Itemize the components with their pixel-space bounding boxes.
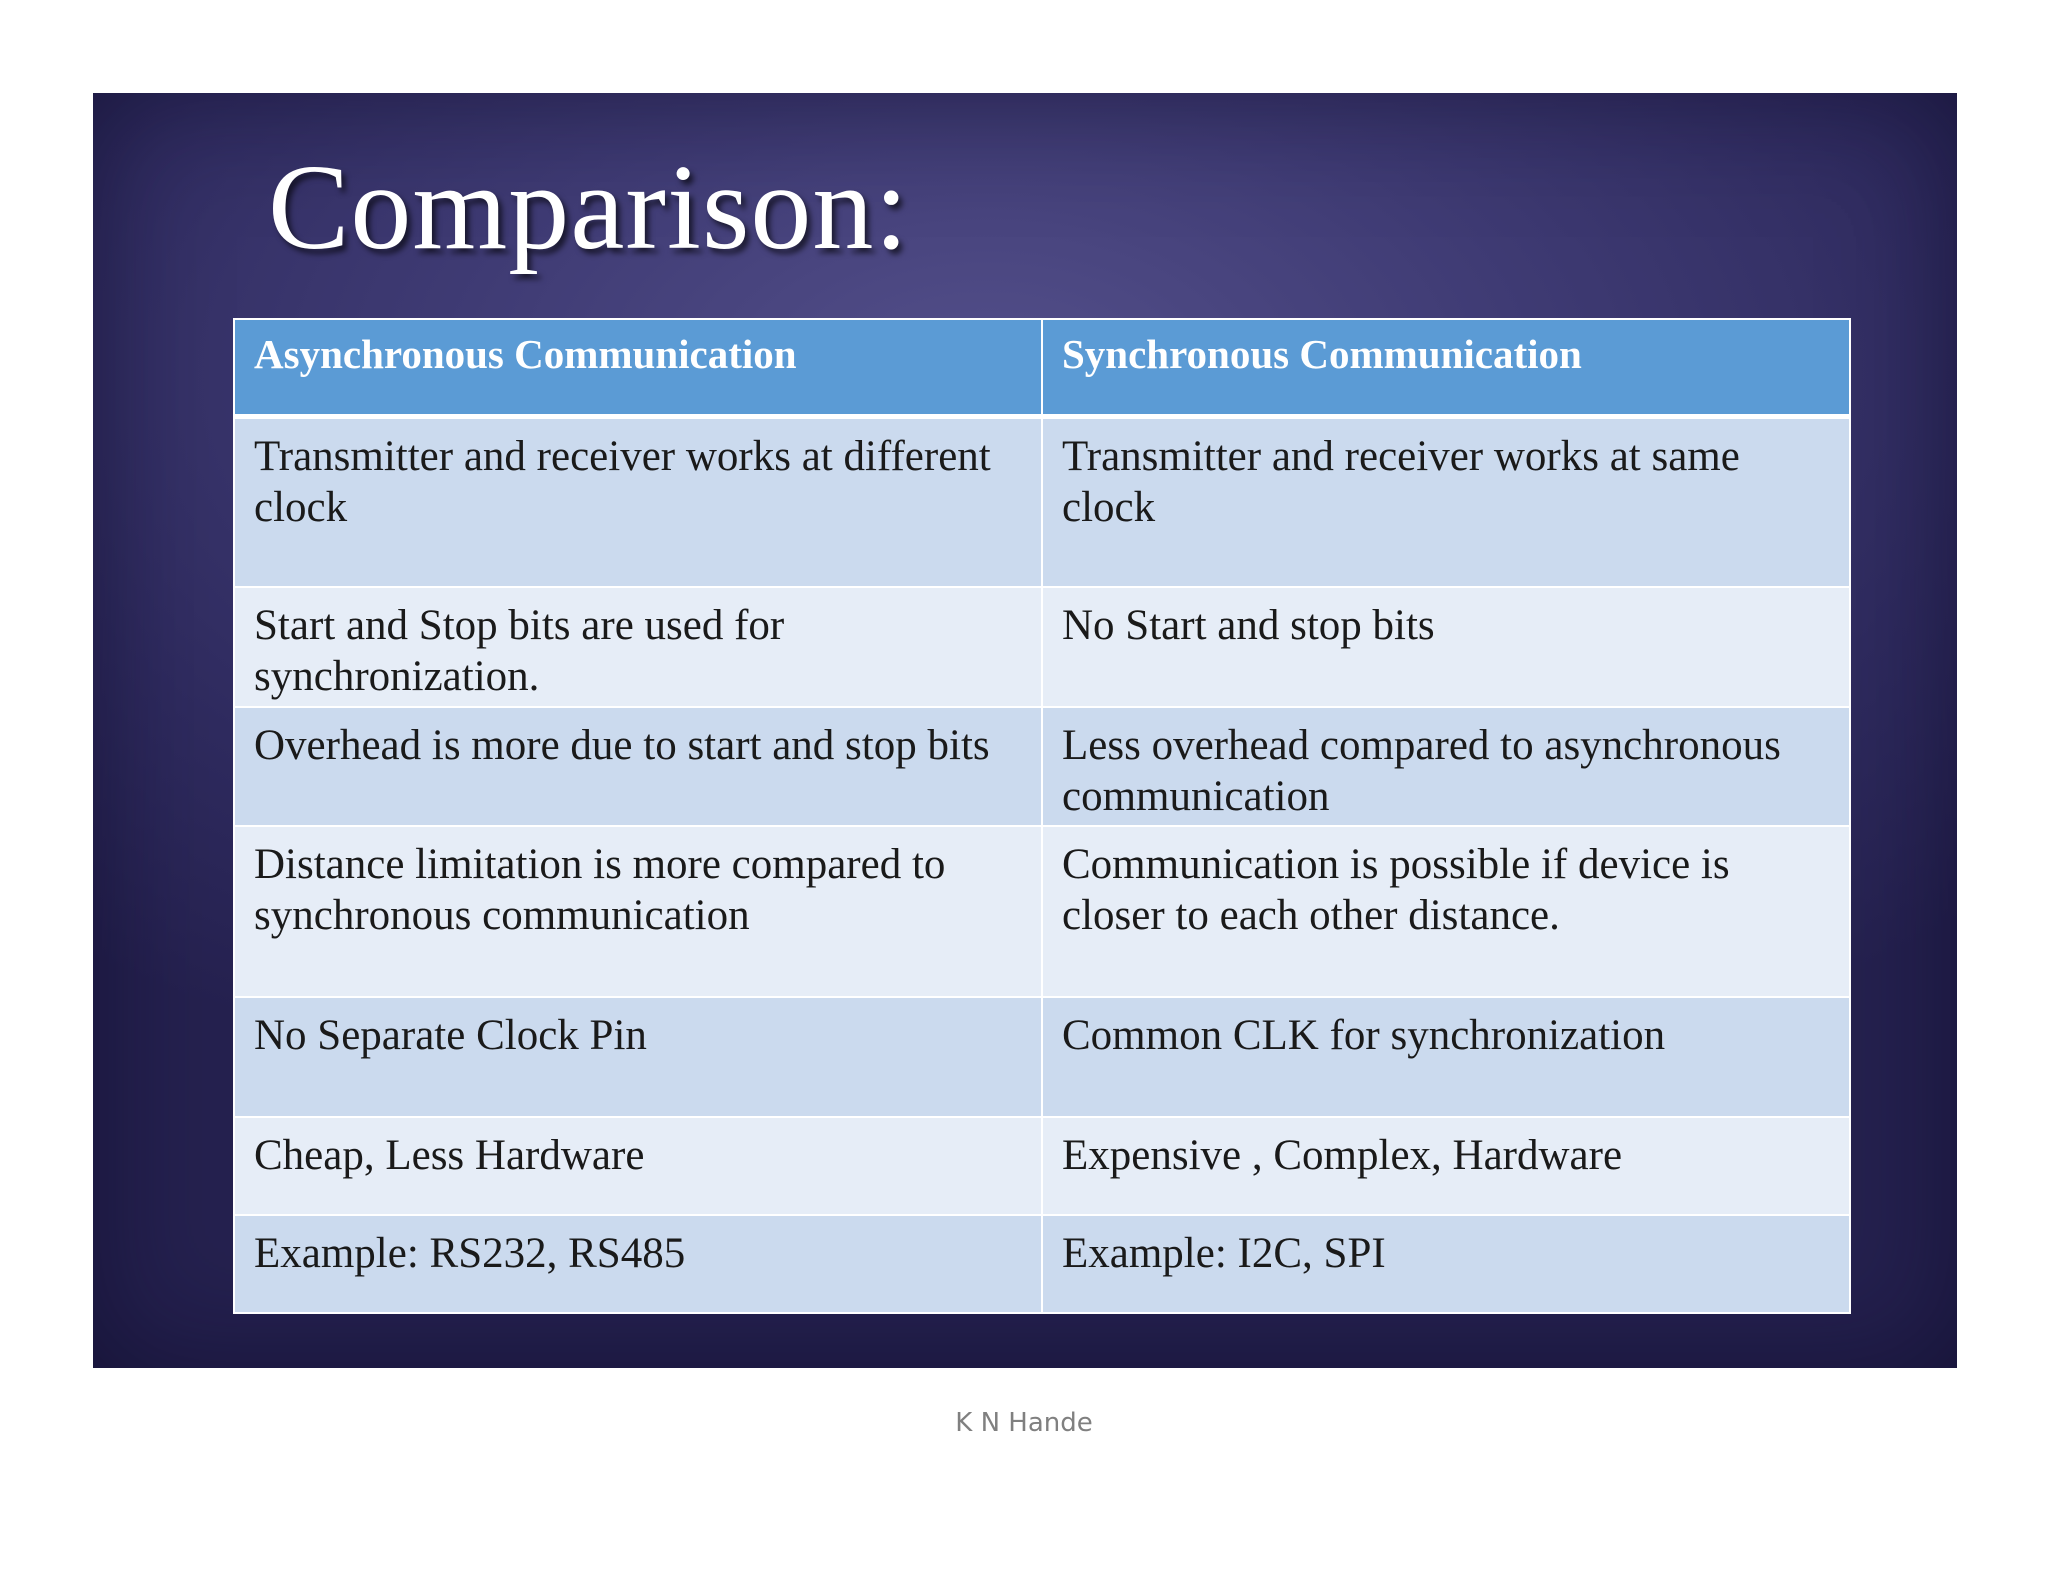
table-row <box>234 826 1850 997</box>
slide <box>93 93 1957 1368</box>
cell-async-overhead: Overhead is more due to start and stop bits <box>234 707 1042 826</box>
slide-title: Comparison: <box>268 140 910 275</box>
table-row <box>234 587 1850 707</box>
table-row <box>234 1215 1850 1313</box>
cell-sync-clock: Transmitter and receiver works at same clock <box>1042 417 1850 588</box>
cell-sync-start-stop: No Start and stop bits <box>1042 587 1850 707</box>
header-asynchronous: Asynchronous Communication <box>234 319 1042 417</box>
table-row <box>234 1117 1850 1215</box>
cell-sync-distance: Communication is possible if device is closer to each other distance. <box>1042 826 1850 997</box>
table-row <box>234 997 1850 1117</box>
cell-async-cost: Cheap, Less Hardware <box>234 1117 1042 1215</box>
table-row <box>234 707 1850 826</box>
page-footer-author: K N Hande <box>955 1408 1093 1438</box>
cell-async-distance: Distance limitation is more compared to synchronous communication <box>234 826 1042 997</box>
table-header-row <box>234 319 1850 417</box>
cell-sync-overhead: Less overhead compared to asynchronous communication <box>1042 707 1850 826</box>
cell-sync-cost: Expensive , Complex, Hardware <box>1042 1117 1850 1215</box>
cell-async-clock: Transmitter and receiver works at different clock <box>234 417 1042 588</box>
cell-sync-clock-pin: Common CLK for synchronization <box>1042 997 1850 1117</box>
header-synchronous: Synchronous Communication <box>1042 319 1850 417</box>
cell-async-start-stop: Start and Stop bits are used for synchronization. <box>234 587 1042 707</box>
comparison-table <box>233 318 1851 1314</box>
cell-sync-example: Example: I2C, SPI <box>1042 1215 1850 1313</box>
cell-async-clock-pin: No Separate Clock Pin <box>234 997 1042 1117</box>
table-row <box>234 417 1850 588</box>
cell-async-example: Example: RS232, RS485 <box>234 1215 1042 1313</box>
